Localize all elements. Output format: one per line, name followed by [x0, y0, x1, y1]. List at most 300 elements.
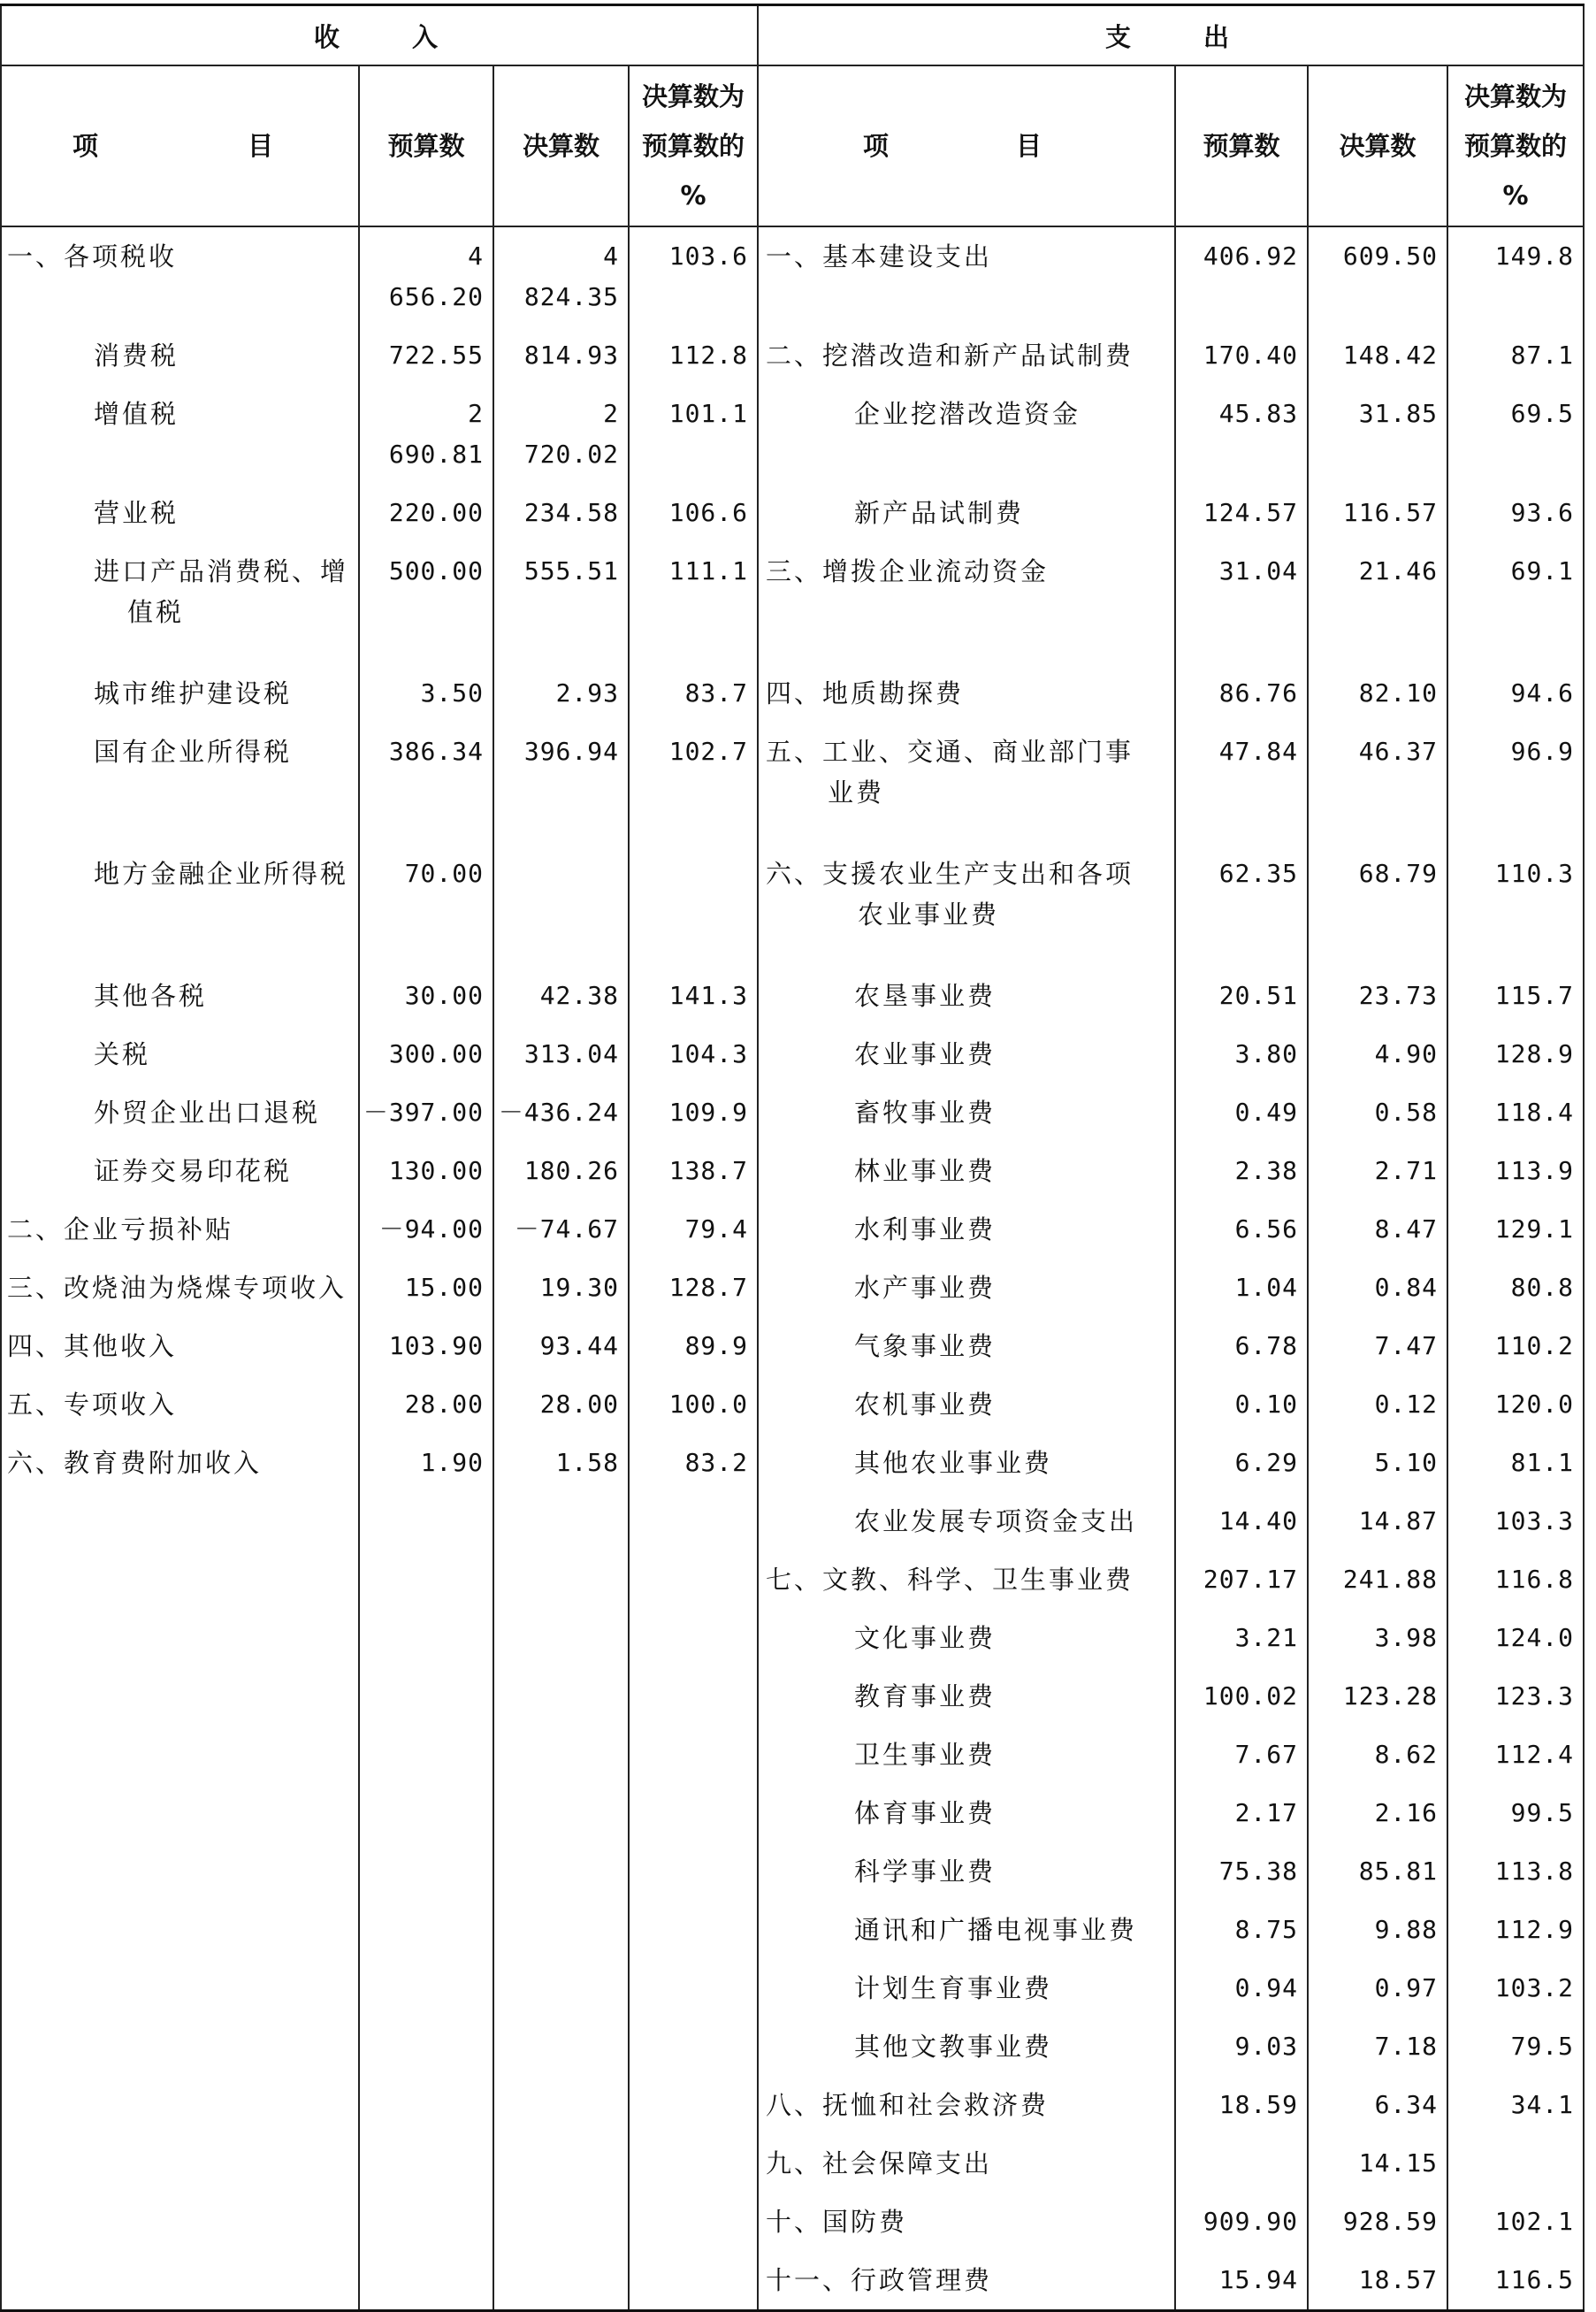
income-final-cell — [493, 1609, 629, 1667]
income-item-label — [1, 1959, 359, 2017]
item-label-text: 一、基本建设支出 — [766, 241, 993, 272]
expenditure-item-label — [758, 326, 1175, 385]
ratio-header-line: 预算数的 — [1464, 131, 1568, 161]
income-ratio-header — [629, 65, 758, 226]
expenditure-budget-cell: 7.67 — [1175, 1726, 1308, 1784]
expenditure-item-label — [758, 1901, 1175, 1959]
expenditure-budget-cell: 909.90 — [1175, 2193, 1308, 2251]
income-ratio-cell — [629, 1609, 758, 1667]
item-label-continuation: 业费 — [828, 777, 885, 808]
expenditure-ratio-cell: 79.5 — [1447, 2017, 1584, 2076]
expenditure-final-cell: 8.47 — [1308, 1200, 1447, 1259]
income-ratio-cell: 101.1 — [629, 385, 758, 484]
table-row — [1, 2076, 1584, 2134]
item-label-text: 国有企业所得税 — [94, 737, 293, 767]
expenditure-final-cell: 0.84 — [1308, 1259, 1447, 1317]
item-label-text: 水产事业费 — [854, 1273, 997, 1303]
expenditure-ratio-cell: 116.5 — [1447, 2251, 1584, 2311]
item-label-text: 十、国防费 — [766, 2207, 908, 2237]
income-final-cell — [493, 2193, 629, 2251]
expenditure-final-cell: 5.10 — [1308, 1434, 1447, 1492]
income-final-cell: 1.58 — [493, 1434, 629, 1492]
table-row — [1, 845, 1584, 967]
expenditure-final-cell: 31.85 — [1308, 385, 1447, 484]
item-label-text: 农业事业费 — [854, 1039, 997, 1069]
income-final-cell — [493, 1959, 629, 2017]
expenditure-budget-cell: 170.40 — [1175, 326, 1308, 385]
item-label-text: 企业挖潜改造资金 — [854, 399, 1081, 429]
item-label-text: 教育事业费 — [854, 1681, 997, 1711]
item-label-text: 文化事业费 — [854, 1623, 997, 1653]
expenditure-budget-cell: 406.92 — [1175, 226, 1308, 326]
income-budget-cell: 722.55 — [359, 326, 493, 385]
expenditure-budget-cell: 0.10 — [1175, 1375, 1308, 1434]
income-item-label — [1, 1784, 359, 1842]
expenditure-ratio-cell: 112.4 — [1447, 1726, 1584, 1784]
expenditure-final-cell: 18.57 — [1308, 2251, 1447, 2311]
income-final-cell: 2 720.02 — [493, 385, 629, 484]
income-budget-cell — [359, 2193, 493, 2251]
item-label-text: 其他农业事业费 — [854, 1448, 1053, 1478]
expenditure-budget-cell: 20.51 — [1175, 967, 1308, 1025]
item-label-text: 二、企业亏损补贴 — [7, 1214, 234, 1244]
expenditure-final-cell: 8.62 — [1308, 1726, 1447, 1784]
item-label-text: 城市维护建设税 — [94, 678, 293, 708]
income-budget-cell — [359, 1726, 493, 1784]
item-label-text: 体育事业费 — [854, 1798, 997, 1828]
item-label-text: 计划生育事业费 — [854, 1973, 1053, 2003]
item-header-char: 目 — [1016, 131, 1042, 161]
income-item-label — [1, 2193, 359, 2251]
expenditure-budget-cell: 3.80 — [1175, 1025, 1308, 1083]
income-item-label — [1, 723, 359, 845]
income-budget-cell: 15.00 — [359, 1259, 493, 1317]
expenditure-final-cell: 14.15 — [1308, 2134, 1447, 2193]
table-row — [1, 1550, 1584, 1609]
expenditure-item-label — [758, 1434, 1175, 1492]
income-final-cell — [493, 1901, 629, 1959]
expenditure-final-cell: 609.50 — [1308, 226, 1447, 326]
income-budget-cell: 130.00 — [359, 1142, 493, 1200]
income-budget-cell: 386.34 — [359, 723, 493, 845]
item-label-text: 营业税 — [94, 498, 179, 528]
income-budget-cell — [359, 1959, 493, 2017]
expenditure-budget-cell: 0.94 — [1175, 1959, 1308, 2017]
income-ratio-cell — [629, 1550, 758, 1609]
expenditure-ratio-cell — [1447, 2134, 1584, 2193]
income-item-label — [1, 1842, 359, 1901]
expenditure-budget-cell: 47.84 — [1175, 723, 1308, 845]
expenditure-final-cell: 0.12 — [1308, 1375, 1447, 1434]
table-row — [1, 2193, 1584, 2251]
expenditure-final-cell: 928.59 — [1308, 2193, 1447, 2251]
income-budget-cell: －94.00 — [359, 1200, 493, 1259]
income-budget-cell — [359, 1609, 493, 1667]
income-ratio-cell — [629, 845, 758, 967]
income-ratio-cell: 106.6 — [629, 484, 758, 542]
income-final-header: 决算数 — [493, 65, 629, 226]
income-ratio-cell: 128.7 — [629, 1259, 758, 1317]
expenditure-budget-cell: 86.76 — [1175, 664, 1308, 723]
income-final-cell: 555.51 — [493, 542, 629, 664]
expenditure-ratio-cell: 123.3 — [1447, 1667, 1584, 1726]
table-row — [1, 1609, 1584, 1667]
item-header-char: 目 — [247, 131, 273, 161]
income-budget-cell: 30.00 — [359, 967, 493, 1025]
income-ratio-cell — [629, 2251, 758, 2311]
item-label-text: 十一、行政管理费 — [766, 2265, 993, 2295]
expenditure-budget-cell — [1175, 2134, 1308, 2193]
expenditure-budget-cell: 6.29 — [1175, 1434, 1308, 1492]
income-final-cell: －436.24 — [493, 1083, 629, 1142]
expenditure-ratio-cell: 116.8 — [1447, 1550, 1584, 1609]
ratio-header-line: 决算数为 — [642, 81, 745, 111]
expenditure-final-cell: 2.71 — [1308, 1142, 1447, 1200]
item-label-text: 外贸企业出口退税 — [94, 1098, 321, 1128]
expenditure-section-header: 支 出 — [758, 5, 1584, 66]
income-ratio-cell: 111.1 — [629, 542, 758, 664]
income-ratio-cell: 141.3 — [629, 967, 758, 1025]
income-final-cell — [493, 1784, 629, 1842]
income-final-cell: 396.94 — [493, 723, 629, 845]
expenditure-final-cell: 23.73 — [1308, 967, 1447, 1025]
income-item-label — [1, 1667, 359, 1726]
table-row — [1, 484, 1584, 542]
income-final-cell — [493, 2076, 629, 2134]
table-row — [1, 1492, 1584, 1550]
income-ratio-cell — [629, 2076, 758, 2134]
expenditure-item-label — [758, 1726, 1175, 1784]
table-row — [1, 1784, 1584, 1842]
expenditure-final-cell: 116.57 — [1308, 484, 1447, 542]
income-budget-cell — [359, 1842, 493, 1901]
income-item-label — [1, 1609, 359, 1667]
table-row — [1, 1025, 1584, 1083]
expenditure-ratio-cell: 110.2 — [1447, 1317, 1584, 1375]
income-section-header: 收 入 — [1, 5, 758, 66]
item-label-text: 消费税 — [94, 341, 179, 371]
expenditure-item-label — [758, 385, 1175, 484]
expenditure-item-label — [758, 723, 1175, 845]
expenditure-budget-cell: 1.04 — [1175, 1259, 1308, 1317]
header-row-sections — [1, 5, 1584, 66]
income-ratio-cell: 83.7 — [629, 664, 758, 723]
expenditure-budget-cell: 0.49 — [1175, 1083, 1308, 1142]
income-budget-cell — [359, 2017, 493, 2076]
table-row — [1, 1317, 1584, 1375]
ratio-header-line: 决算数为 — [1464, 81, 1568, 111]
income-item-label — [1, 2017, 359, 2076]
table-row — [1, 1667, 1584, 1726]
income-budget-cell: －397.00 — [359, 1083, 493, 1142]
income-item-label — [1, 1025, 359, 1083]
expenditure-ratio-cell: 69.5 — [1447, 385, 1584, 484]
expenditure-budget-cell: 31.04 — [1175, 542, 1308, 664]
item-label-text: 九、社会保障支出 — [766, 2148, 993, 2178]
income-item-label — [1, 664, 359, 723]
budget-table — [0, 4, 1585, 2312]
income-item-label — [1, 1492, 359, 1550]
table-row — [1, 1083, 1584, 1142]
income-final-cell — [493, 845, 629, 967]
income-final-cell — [493, 1550, 629, 1609]
expenditure-ratio-cell: 99.5 — [1447, 1784, 1584, 1842]
expenditure-item-header — [758, 65, 1175, 226]
income-item-label — [1, 1434, 359, 1492]
expenditure-final-cell: 21.46 — [1308, 542, 1447, 664]
expenditure-item-label — [758, 2017, 1175, 2076]
expenditure-final-cell: 3.98 — [1308, 1609, 1447, 1667]
item-label-text: 水利事业费 — [854, 1214, 997, 1244]
income-budget-cell: 70.00 — [359, 845, 493, 967]
expenditure-ratio-cell: 87.1 — [1447, 326, 1584, 385]
table-row — [1, 1726, 1584, 1784]
item-label-text: 六、教育费附加收入 — [7, 1448, 263, 1478]
item-label-text: 三、增拨企业流动资金 — [766, 556, 1050, 586]
table-body — [1, 226, 1584, 2311]
income-final-cell — [493, 1726, 629, 1784]
expenditure-ratio-cell: 103.3 — [1447, 1492, 1584, 1550]
income-final-cell: 2.93 — [493, 664, 629, 723]
table-row — [1, 1434, 1584, 1492]
expenditure-item-label — [758, 2251, 1175, 2311]
income-final-cell: 42.38 — [493, 967, 629, 1025]
item-label-text: 畜牧事业费 — [854, 1098, 997, 1128]
item-label-text: 五、工业、交通、商业部门事 — [766, 737, 1134, 767]
table-row — [1, 2251, 1584, 2311]
item-label-text: 农业发展专项资金支出 — [854, 1506, 1138, 1536]
table-row — [1, 1375, 1584, 1434]
expenditure-item-label — [758, 1083, 1175, 1142]
expenditure-ratio-cell: 124.0 — [1447, 1609, 1584, 1667]
item-label-text: 关税 — [94, 1039, 151, 1069]
income-budget-cell: 3.50 — [359, 664, 493, 723]
table-row — [1, 2017, 1584, 2076]
expenditure-final-cell: 241.88 — [1308, 1550, 1447, 1609]
expenditure-final-header: 决算数 — [1308, 65, 1447, 226]
expenditure-item-label — [758, 1025, 1175, 1083]
income-budget-cell: 500.00 — [359, 542, 493, 664]
income-final-cell: 180.26 — [493, 1142, 629, 1200]
item-label-text: 八、抚恤和社会救济费 — [766, 2090, 1050, 2120]
item-label-text: 气象事业费 — [854, 1331, 997, 1361]
income-budget-cell — [359, 1901, 493, 1959]
income-item-header — [1, 65, 359, 226]
expenditure-item-label — [758, 845, 1175, 967]
ratio-header-line: 预算数的 — [642, 131, 745, 161]
income-budget-cell: 220.00 — [359, 484, 493, 542]
income-ratio-cell: 112.8 — [629, 326, 758, 385]
expenditure-item-label — [758, 1200, 1175, 1259]
expenditure-budget-cell: 8.75 — [1175, 1901, 1308, 1959]
item-label-text: 新产品试制费 — [854, 498, 1025, 528]
ratio-header-line: % — [1502, 180, 1529, 211]
item-header-char: 项 — [863, 131, 890, 161]
item-label-text: 科学事业费 — [854, 1856, 997, 1887]
expenditure-ratio-cell: 81.1 — [1447, 1434, 1584, 1492]
income-item-label — [1, 1901, 359, 1959]
expenditure-item-label — [758, 1375, 1175, 1434]
expenditure-item-label — [758, 1259, 1175, 1317]
item-label-continuation: 值税 — [127, 597, 185, 627]
expenditure-item-label — [758, 1609, 1175, 1667]
income-item-label — [1, 1200, 359, 1259]
income-budget-cell: 4 656.20 — [359, 226, 493, 326]
income-ratio-cell: 102.7 — [629, 723, 758, 845]
expenditure-budget-cell: 9.03 — [1175, 2017, 1308, 2076]
expenditure-item-label — [758, 226, 1175, 326]
expenditure-ratio-cell: 149.8 — [1447, 226, 1584, 326]
expenditure-item-label — [758, 664, 1175, 723]
income-item-label — [1, 1142, 359, 1200]
income-final-cell: 234.58 — [493, 484, 629, 542]
income-final-cell: 313.04 — [493, 1025, 629, 1083]
item-label-text: 进口产品消费税、增 — [94, 556, 349, 586]
item-label-text: 其他文教事业费 — [854, 2032, 1053, 2062]
income-ratio-cell — [629, 1959, 758, 2017]
income-item-label — [1, 1317, 359, 1375]
item-label-text: 地方金融企业所得税 — [94, 859, 349, 889]
income-ratio-cell: 109.9 — [629, 1083, 758, 1142]
income-ratio-cell: 100.0 — [629, 1375, 758, 1434]
expenditure-ratio-cell: 129.1 — [1447, 1200, 1584, 1259]
expenditure-budget-cell: 18.59 — [1175, 2076, 1308, 2134]
income-budget-cell — [359, 1550, 493, 1609]
income-final-cell — [493, 1492, 629, 1550]
income-ratio-cell — [629, 2193, 758, 2251]
expenditure-budget-cell: 207.17 — [1175, 1550, 1308, 1609]
income-ratio-cell: 103.6 — [629, 226, 758, 326]
expenditure-ratio-cell: 96.9 — [1447, 723, 1584, 845]
income-item-label — [1, 1726, 359, 1784]
expenditure-ratio-cell: 93.6 — [1447, 484, 1584, 542]
table-row — [1, 226, 1584, 326]
table-row — [1, 2134, 1584, 2193]
income-budget-cell — [359, 1784, 493, 1842]
income-final-cell — [493, 2017, 629, 2076]
income-ratio-cell — [629, 1784, 758, 1842]
income-item-label — [1, 484, 359, 542]
expenditure-item-label — [758, 1142, 1175, 1200]
table-row — [1, 385, 1584, 484]
expenditure-budget-header: 预算数 — [1175, 65, 1308, 226]
expenditure-item-label — [758, 1959, 1175, 2017]
income-ratio-cell — [629, 1842, 758, 1901]
income-budget-header: 预算数 — [359, 65, 493, 226]
income-item-label — [1, 1550, 359, 1609]
expenditure-final-cell: 4.90 — [1308, 1025, 1447, 1083]
expenditure-item-label — [758, 484, 1175, 542]
expenditure-final-cell: 85.81 — [1308, 1842, 1447, 1901]
expenditure-ratio-cell: 110.3 — [1447, 845, 1584, 967]
expenditure-ratio-cell: 80.8 — [1447, 1259, 1584, 1317]
item-label-text: 二、挖潜改造和新产品试制费 — [766, 341, 1134, 371]
income-budget-cell — [359, 2076, 493, 2134]
income-final-cell — [493, 1842, 629, 1901]
expenditure-ratio-cell: 103.2 — [1447, 1959, 1584, 2017]
income-ratio-cell — [629, 2134, 758, 2193]
item-label-continuation: 农业事业费 — [858, 900, 1000, 930]
item-header-char: 项 — [73, 131, 99, 161]
income-item-label — [1, 2076, 359, 2134]
table-row — [1, 1200, 1584, 1259]
expenditure-ratio-cell: 102.1 — [1447, 2193, 1584, 2251]
table-row — [1, 1142, 1584, 1200]
item-label-text: 五、专项收入 — [7, 1389, 178, 1420]
expenditure-final-cell: 0.58 — [1308, 1083, 1447, 1142]
expenditure-ratio-cell: 69.1 — [1447, 542, 1584, 664]
income-ratio-cell: 79.4 — [629, 1200, 758, 1259]
ratio-header-line: % — [680, 180, 706, 211]
expenditure-budget-cell: 62.35 — [1175, 845, 1308, 967]
income-item-label — [1, 385, 359, 484]
income-budget-cell: 103.90 — [359, 1317, 493, 1375]
expenditure-final-cell: 7.47 — [1308, 1317, 1447, 1375]
income-final-cell — [493, 1667, 629, 1726]
income-ratio-cell: 89.9 — [629, 1317, 758, 1375]
table-row — [1, 1842, 1584, 1901]
expenditure-ratio-header — [1447, 65, 1584, 226]
expenditure-budget-cell: 14.40 — [1175, 1492, 1308, 1550]
expenditure-item-label — [758, 1550, 1175, 1609]
table-row — [1, 723, 1584, 845]
item-label-text: 四、其他收入 — [7, 1331, 178, 1361]
income-item-label — [1, 967, 359, 1025]
item-label-text: 农垦事业费 — [854, 981, 997, 1011]
expenditure-ratio-cell: 112.9 — [1447, 1901, 1584, 1959]
expenditure-ratio-cell: 113.8 — [1447, 1842, 1584, 1901]
income-item-label — [1, 326, 359, 385]
item-label-text: 林业事业费 — [854, 1156, 997, 1186]
income-ratio-cell — [629, 1667, 758, 1726]
expenditure-item-label — [758, 2076, 1175, 2134]
table-row — [1, 326, 1584, 385]
income-final-cell — [493, 2251, 629, 2311]
table-row — [1, 1901, 1584, 1959]
income-ratio-cell: 104.3 — [629, 1025, 758, 1083]
expenditure-budget-cell: 6.56 — [1175, 1200, 1308, 1259]
income-ratio-cell: 138.7 — [629, 1142, 758, 1200]
expenditure-final-cell: 2.16 — [1308, 1784, 1447, 1842]
expenditure-budget-cell: 75.38 — [1175, 1842, 1308, 1901]
income-budget-cell: 28.00 — [359, 1375, 493, 1434]
expenditure-final-cell: 7.18 — [1308, 2017, 1447, 2076]
income-final-cell: 28.00 — [493, 1375, 629, 1434]
expenditure-ratio-cell: 94.6 — [1447, 664, 1584, 723]
expenditure-final-cell: 68.79 — [1308, 845, 1447, 967]
expenditure-item-label — [758, 1842, 1175, 1901]
expenditure-item-label — [758, 1784, 1175, 1842]
item-label-text: 其他各税 — [94, 981, 208, 1011]
expenditure-final-cell: 82.10 — [1308, 664, 1447, 723]
expenditure-final-cell: 46.37 — [1308, 723, 1447, 845]
income-item-label — [1, 2251, 359, 2311]
income-ratio-cell — [629, 1901, 758, 1959]
income-budget-cell: 2 690.81 — [359, 385, 493, 484]
income-item-label — [1, 542, 359, 664]
income-budget-cell — [359, 2134, 493, 2193]
item-label-text: 证券交易印花税 — [94, 1156, 293, 1186]
item-label-text: 七、文教、科学、卫生事业费 — [766, 1565, 1134, 1595]
income-final-cell: 93.44 — [493, 1317, 629, 1375]
expenditure-ratio-cell: 128.9 — [1447, 1025, 1584, 1083]
expenditure-budget-cell: 15.94 — [1175, 2251, 1308, 2311]
income-ratio-cell — [629, 2017, 758, 2076]
expenditure-item-label — [758, 1492, 1175, 1550]
income-item-label — [1, 2134, 359, 2193]
income-final-cell: 4 824.35 — [493, 226, 629, 326]
income-ratio-cell: 83.2 — [629, 1434, 758, 1492]
